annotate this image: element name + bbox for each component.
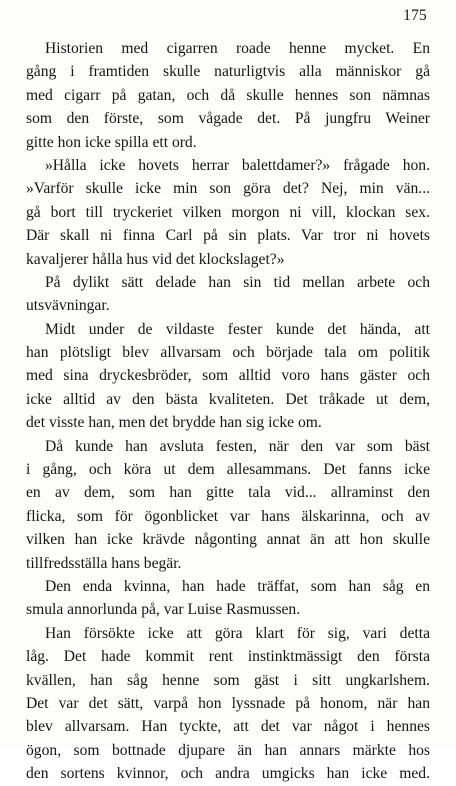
- text-line: »Varför skulle icke min son göra det? Nej, min vän...: [26, 180, 430, 198]
- text-line: med cigarr på gatan, och då skulle hennes son nämnas: [26, 86, 430, 104]
- text-line: gitte hon icke spilla ett ord.: [26, 133, 197, 151]
- text-line: Den enda kvinna, han hade träffat, som han såg en: [45, 577, 430, 595]
- text-line: »Hålla icke hovets herrar balettdamer?» frågade hon.: [45, 156, 430, 174]
- text-line: flicka, som för ögonblicket var hans älskarinna, och av: [26, 507, 430, 525]
- text-line: med sina dryckesbröder, som alltid voro hans gäster och: [26, 367, 430, 385]
- text-line: kvällen, han såg henne som gäst i sitt ungkarlshem.: [26, 671, 430, 689]
- text-line: den sortens kvinnor, och andra umgicks han icke med.: [26, 765, 430, 783]
- text-line: Historien med cigarren roade henne mycket. En: [45, 40, 430, 57]
- text-line: icke alltid av den bästa kvaliteten. Det tråkade ut dem,: [26, 390, 430, 408]
- text-line: han plötsligt blev allvarsam och började tala om politik: [26, 344, 430, 362]
- text-line: Då kunde han avsluta festen, när den var som bäst: [45, 437, 430, 455]
- text-line: utsvävningar.: [26, 297, 110, 315]
- text-line: På dylikt sätt delade han sin tid mellan arbete och: [45, 273, 430, 291]
- text-line: en av dem, som han gitte tala vid... allraminst den: [26, 484, 430, 502]
- text-line: gång i framtiden skulle naturligtvis alla människor gå: [26, 63, 430, 81]
- text-line: som den förste, som vågade det. På jungfru Weiner: [26, 110, 430, 128]
- text-line: Midt under de vildaste fester kunde det hända, att: [45, 320, 430, 338]
- text-line: låg. Det hade kommit rent instinktmässigt den första: [26, 648, 430, 666]
- text-line: i gång, och köra ut dem allesammans. Det fanns icke: [26, 461, 430, 479]
- text-line: ögon, som bottnade djupare än han annars märkte hos: [26, 741, 430, 759]
- body-text: [26, 37, 430, 786]
- text-line: smula annorlunda på, var Luise Rasmussen.: [26, 601, 301, 619]
- text-line: kavaljerer hålla hus vid det klockslaget?»: [26, 250, 285, 268]
- page-number: 175: [403, 7, 427, 24]
- text-line: blev allvarsam. Han tyckte, att det var något i hennes: [26, 718, 430, 736]
- text-line: vilken han icke krävde någonting annat än att hon skulle: [26, 531, 430, 549]
- text-line: gå bort till tryckeriet vilken morgon ni vill, klockan sex.: [26, 203, 430, 221]
- text-line: det visste han, men det brydde han sig icke om.: [26, 414, 322, 432]
- text-line: Han försökte icke att göra klart för sig, vari detta: [45, 624, 430, 642]
- text-line: Där skall ni finna Carl på sin plats. Var tror ni hovets: [26, 227, 430, 245]
- text-line: tillfredsställa hans begär.: [26, 554, 182, 572]
- text-line: Det var det sätt, varpå hon lyssnade på honom, när han: [26, 694, 430, 712]
